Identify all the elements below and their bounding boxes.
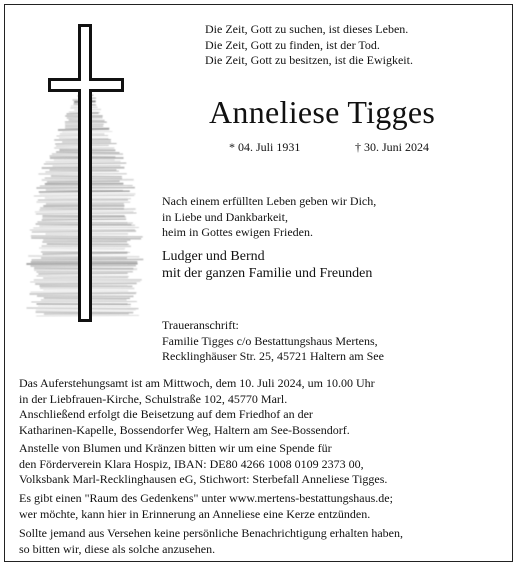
farewell-line: Nach einem erfüllten Leben geben wir Dich, bbox=[162, 194, 377, 208]
paragraph-line: Anstelle von Blumen und Kränzen bitten wir um eine Spende für bbox=[19, 441, 332, 455]
donation-info bbox=[19, 441, 499, 488]
deceased-name: Anneliese Tigges bbox=[209, 94, 436, 130]
paragraph-line: so bitten wir, diese als solche anzusehen. bbox=[19, 541, 216, 556]
mourning-address bbox=[162, 318, 384, 365]
paragraph-line: in der Liebfrauen-Kirche, Schulstraße 102, 45770 Marl. bbox=[19, 391, 288, 406]
paragraph-line: den Förderverein Klara Hospiz, IBAN: DE80 4266 1008 0109 2373 00, bbox=[19, 456, 364, 471]
cross-icon bbox=[18, 14, 156, 330]
farewell-line: in Liebe und Dankbarkeit, bbox=[162, 209, 288, 224]
mourners-line: mit der ganzen Familie und Freunden bbox=[162, 266, 373, 281]
paragraph-line: Volksbank Marl-Recklinghausen eG, Stichwort: Sterbefall Anneliese Tigges. bbox=[19, 472, 388, 486]
farewell-line: heim in Gottes ewigen Frieden. bbox=[162, 225, 313, 239]
birth-date: * 04. Juli 1931 bbox=[229, 140, 301, 154]
motto-verse bbox=[205, 22, 413, 69]
farewell-text bbox=[162, 194, 376, 241]
paragraph-line: Anschließend erfolgt die Beisetzung auf dem Friedhof an der bbox=[19, 407, 313, 421]
notification-note bbox=[19, 526, 499, 557]
address-line: Traueranschrift: bbox=[162, 318, 239, 332]
death-date: † 30. Juni 2024 bbox=[355, 140, 430, 154]
motto-line: Die Zeit, Gott zu finden, ist der Tod. bbox=[205, 37, 380, 52]
mourners bbox=[162, 248, 372, 282]
address-line: Recklinghäuser Str. 25, 45721 Haltern am See bbox=[162, 349, 384, 363]
paragraph-line: Katharinen-Kapelle, Bossendorfer Weg, Haltern am See-Bossendorf. bbox=[19, 422, 350, 437]
memorial-room-info bbox=[19, 491, 499, 522]
service-info bbox=[19, 376, 499, 438]
paragraph-line: Das Auferstehungsamt ist am Mittwoch, dem 10. Juli 2024, um 10.00 Uhr bbox=[19, 376, 375, 390]
mourners-line: Ludger und Bernd bbox=[162, 249, 265, 264]
address-line: Familie Tigges c/o Bestattungshaus Mertens, bbox=[162, 333, 378, 348]
paragraph-line: Es gibt einen "Raum des Gedenkens" unter www.mertens-bestattungshaus.de; bbox=[19, 491, 393, 505]
paragraph-line: wer möchte, kann hier in Erinnerung an Anneliese eine Kerze entzünden. bbox=[19, 506, 371, 521]
motto-line: Die Zeit, Gott zu suchen, ist dieses Leben. bbox=[205, 22, 409, 36]
motto-line: Die Zeit, Gott zu besitzen, ist die Ewigkeit. bbox=[205, 53, 413, 67]
paragraph-line: Sollte jemand aus Versehen keine persönliche Benachrichtigung erhalten haben, bbox=[19, 526, 403, 540]
